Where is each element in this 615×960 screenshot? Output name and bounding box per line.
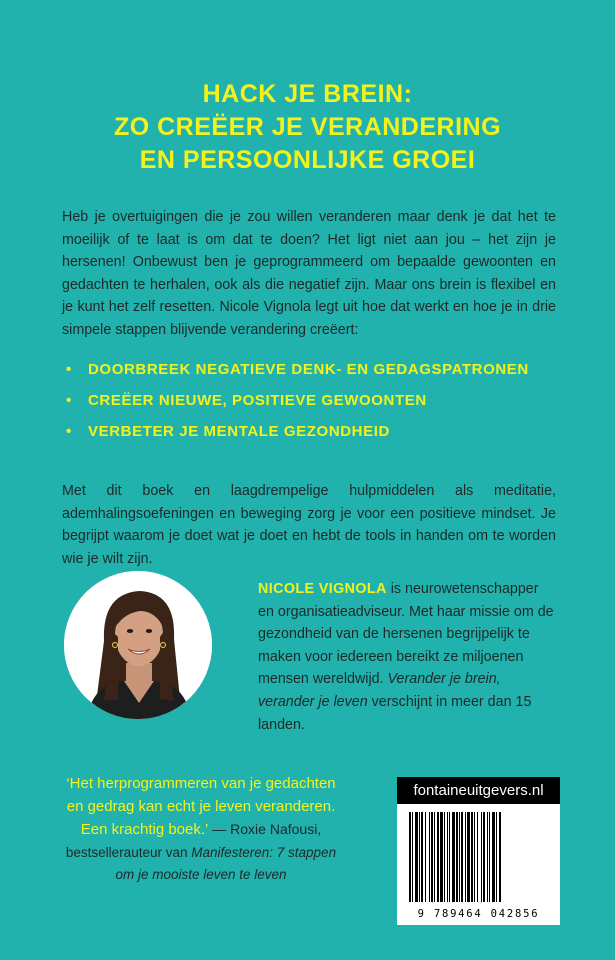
barcode-bar xyxy=(447,812,448,902)
barcode-icon xyxy=(397,804,560,925)
barcode-bar xyxy=(474,812,475,902)
endorsement-quote xyxy=(56,773,346,886)
quote-text: ‘Het herprogrammeren van je gedachten en gedrag kan echt je leven veranderen. Een krachtig boek.’ xyxy=(66,775,336,838)
barcode-bar xyxy=(467,812,470,902)
barcode-bar xyxy=(412,812,413,902)
barcode-bar xyxy=(477,812,478,902)
book-title: Verander je brein, verander je leven xyxy=(258,671,501,710)
book-headline xyxy=(0,78,615,177)
barcode-panel xyxy=(397,777,560,925)
barcode-bar xyxy=(483,812,485,902)
author-name: NICOLE VIGNOLA xyxy=(258,581,387,597)
publisher-website: fontaineuitgevers.nl xyxy=(397,777,560,804)
barcode-bar xyxy=(449,812,450,902)
headline-line-2: ZO CREËER JE VERANDERING xyxy=(113,113,502,141)
barcode-bar xyxy=(452,812,455,902)
barcode-bar xyxy=(456,812,458,902)
bio-text-2: verschijnt in meer dan 15 landen. xyxy=(258,693,532,733)
barcode-bar xyxy=(499,812,501,902)
headline-line-3: EN PERSOONLIJKE GROEI xyxy=(139,146,476,174)
bio-text-1: is neurowetenschapper en organisatieadviseur. Met haar missie om de gezondheid van de hersenen begrijpelijk te maken voor iedereen bereikt ze miljoenen mensen wereldwijd. xyxy=(258,581,554,688)
benefits-list xyxy=(66,354,566,447)
barcode-bar xyxy=(437,812,439,902)
bullet-icon: • xyxy=(66,392,72,409)
barcode-bar xyxy=(440,812,443,902)
isbn-barcode xyxy=(397,804,560,925)
author-bio xyxy=(258,578,558,736)
barcode-bar xyxy=(431,812,433,902)
barcode-bar xyxy=(444,812,445,902)
barcode-bar xyxy=(425,812,426,902)
barcode-bar xyxy=(481,812,482,902)
benefit-text: DOORBREEK NEGATIEVE DENK- EN GEDAGSPATRONEN xyxy=(88,361,529,378)
barcode-bar xyxy=(459,812,460,902)
benefit-item xyxy=(66,416,566,447)
quote-attribution: — Roxie Nafousi, xyxy=(208,821,322,837)
bullet-icon: • xyxy=(66,361,72,378)
headline-line-1: HACK JE BREIN: xyxy=(202,80,413,108)
barcode-bar xyxy=(409,812,411,902)
benefit-text: CREËER NIEUWE, POSITIEVE GEWOONTEN xyxy=(88,392,427,409)
barcode-bar xyxy=(496,812,497,902)
barcode-bar xyxy=(429,812,430,902)
bullet-icon: • xyxy=(66,423,72,440)
benefit-text: VERBETER JE MENTALE GEZONDHEID xyxy=(88,423,390,440)
quote-credit-title: Manifesteren: 7 stappen om je mooiste leven te leven xyxy=(115,844,337,882)
author-photo xyxy=(64,571,212,719)
barcode-bar xyxy=(489,812,490,902)
barcode-bar xyxy=(492,812,495,902)
description-paragraph: Met dit boek en laagdrempelige hulpmiddelen als meditatie, ademhalingsoefeningen en beweging zorg je voor een positieve mindset. Je begrijpt waarom je doet wat je doet en hebt de tools in handen om te worden wie je wilt zijn. xyxy=(62,483,556,567)
barcode-bar xyxy=(465,812,466,902)
author-portrait-illustration xyxy=(64,571,212,719)
benefit-item xyxy=(66,385,566,416)
isbn-number: 9 789464 042856 xyxy=(417,908,540,920)
barcode-bar xyxy=(419,812,420,902)
barcode-bar xyxy=(415,812,418,902)
quote-credit-prefix: bestsellerauteur van xyxy=(65,844,192,860)
barcode-bar xyxy=(421,812,423,902)
barcode-bar xyxy=(434,812,435,902)
barcode-bar xyxy=(461,812,463,902)
barcode-bar xyxy=(471,812,473,902)
intro-paragraph: Heb je overtuigingen die je zou willen veranderen maar denk je dat het te moeilijk of te laat is om dat te doen? Het ligt niet aan jou – het zijn je hersenen! Onbewust ben je geprogrammeerd om bepaalde gewoonten en gedachten te herhalen, ook als die negatief zijn. Maar ons brein is flexibel en je kunt het zelf resetten. Nicole Vignola legt uit hoe dat werkt en hoe je in drie simpele stappen blijvende verandering creëert: xyxy=(62,209,556,338)
barcode-bar xyxy=(487,812,488,902)
benefit-item xyxy=(66,354,566,385)
